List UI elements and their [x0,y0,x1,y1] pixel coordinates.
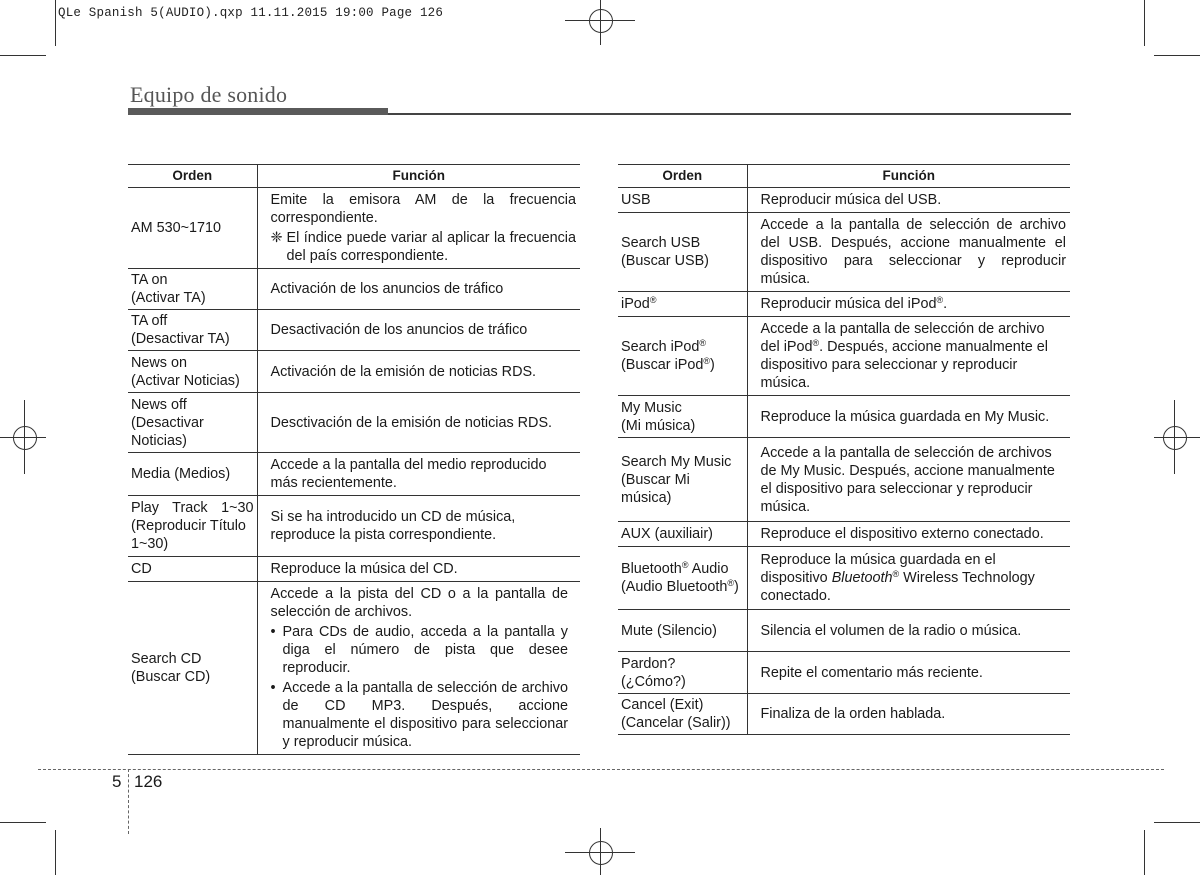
command-text: Search USB [621,235,701,251]
command-cell [128,310,257,351]
note-asterisk-icon: ❈ [270,230,283,246]
table-row [128,496,580,557]
function-cell: Accede a la pantalla del medio reproducido más recientemente. [257,453,580,496]
function-cell: Activación de la emisión de noticias RDS. [257,351,580,393]
right-command-table [618,164,1070,735]
command-text [621,295,744,313]
command-translation: (¿Cómo?) [621,673,686,690]
table-row [618,522,1070,547]
function-text: Wireless Technology conectado. [760,570,1035,604]
table-row [618,694,1070,735]
function-text: Reproducir música del iPod [760,296,937,312]
registration-mark-icon [13,426,37,450]
function-cell [747,547,1070,610]
table-header-row [128,165,580,188]
command-translation: (Reproducir Título [131,518,246,534]
note [271,229,577,265]
registered-mark: ® [703,356,711,366]
function-cell: Reproduce el dispositivo externo conectado. [747,522,1070,547]
registered-mark: ® [681,560,689,570]
function-cell: Desctivación de la emisión de noticias RDS. [257,393,580,453]
table-row [618,188,1070,213]
registration-mark-icon [589,841,613,865]
function-text: . Después, accione manualmente el dispositivo para seleccionar y reproducir música. [760,339,1048,391]
registration-line [600,828,601,875]
table-row [618,547,1070,610]
print-slug: QLe Spanish 5(AUDIO).qxp 11.11.2015 19:00 Page 126 [58,6,444,20]
command-cell [618,213,747,292]
function-cell: Repite el comentario más reciente. [747,652,1070,694]
bullet-icon: • [270,680,276,696]
footer-divider [128,769,129,834]
function-cell: Reproducir música del USB. [747,188,1070,213]
registration-line [0,437,46,438]
bullet-list [271,623,569,751]
function-cell [257,188,580,269]
registration-line [24,400,25,474]
command-cell [618,694,747,735]
crop-mark [1154,55,1200,56]
command-cell [128,188,257,269]
command-text: Mute (Silencio) [621,622,717,639]
command-text: TA off [131,313,168,329]
command-text: Cancel (Exit) [621,697,704,713]
command-text: Search My Music [621,453,732,470]
table-row [128,269,580,310]
function-cell: Finaliza de la orden hablada. [747,694,1070,735]
registered-mark: ® [727,578,735,588]
command-text: TA on [131,272,168,288]
command-translation: (Activar TA) [131,290,206,306]
header-funcion: Función [257,165,580,188]
command-name: Audio [688,561,729,577]
function-cell [747,317,1070,396]
function-cell [257,582,580,755]
command-translation-text: ) [734,579,739,595]
table-header-row [618,165,1070,188]
function-cell: Reproduce la música guardada en My Music. [747,396,1070,438]
command-translation [621,578,744,596]
command-translation [621,356,744,374]
list-item [271,679,569,751]
command-name: Search iPod [621,339,700,355]
registered-mark: ® [936,295,944,305]
command-translation: 1~30) [131,536,169,552]
command-text: Pardon? [621,655,676,672]
command-text: News on [131,354,187,371]
crop-mark [0,822,46,823]
function-text: Reproduce la música guardada en el dispositivo [760,552,996,586]
command-translation: (Desactivar TA) [131,331,230,347]
command-cell [128,557,257,582]
table-row [618,438,1070,522]
command-text [621,560,744,578]
header-funcion: Función [747,165,1070,188]
command-text: Media (Medios) [131,466,231,482]
command-cell [128,496,257,557]
command-translation: (Mi música) [621,417,696,434]
crop-mark [1144,0,1145,46]
command-text: AUX (auxiliair) [621,526,713,542]
command-text: AM 530~1710 [131,220,222,236]
command-translation: música) [621,489,672,506]
command-cell [618,438,747,522]
function-text: Emite la emisora AM de la frecuencia correspondiente. [270,192,576,226]
registration-line [1154,437,1200,438]
command-translation: (Activar Noticias) [131,372,240,389]
command-cell [618,522,747,547]
registered-mark: ® [699,338,707,348]
function-text: . [943,296,948,312]
registered-mark: ® [812,338,820,348]
crop-mark [0,55,46,56]
command-translation: (Buscar CD) [131,669,211,685]
command-cell [128,269,257,310]
function-cell: Silencia el volumen de la radio o música. [747,610,1070,652]
crop-mark [55,0,56,46]
command-text: USB [621,192,651,208]
function-cell: Activación de los anuncios de tráfico [257,269,580,310]
command-cell [618,188,747,213]
command-text: Play Track 1~30 [131,500,254,516]
function-cell [747,292,1070,317]
command-text [621,338,744,356]
function-text: Accede a la pantalla de selección de archivo del iPod [760,321,1045,355]
command-cell [618,652,747,694]
table-row [128,351,580,393]
table-row [618,292,1070,317]
command-translation: Noticias) [131,432,187,449]
crop-mark [55,830,56,875]
registration-line [1174,400,1175,474]
command-translation-text: (Audio Bluetooth [621,579,728,595]
registration-mark-icon [1163,426,1187,450]
command-translation: (Buscar Mi [621,471,690,488]
crop-mark [1154,822,1200,823]
page-number: 126 [134,772,163,791]
command-text: Search CD [131,651,202,667]
table-row [128,310,580,351]
table-row [618,213,1070,292]
table-row [128,188,580,269]
command-name: iPod [621,296,650,312]
command-cell [618,292,747,317]
function-cell: Accede a la pantalla de selección de archivos de My Music. Después, accione manualmente el dispositivo para seleccionar y reproducir música. [747,438,1070,522]
function-cell: Desactivación de los anuncios de tráfico [257,310,580,351]
function-cell: Si se ha introducido un CD de música, reproduce la pista correspondiente. [257,496,580,557]
command-cell [618,396,747,438]
bullet-text: Para CDs de audio, acceda a la pantalla y diga el número de pista que desee reproducir. [282,624,568,676]
command-text: CD [131,561,152,577]
left-command-table [128,164,580,755]
command-translation: (Buscar USB) [621,253,709,269]
section-title: Equipo de sonido [130,82,288,107]
chapter-number: 5 [112,772,122,791]
command-text: News off [131,396,187,413]
function-text-italic: Bluetooth [831,570,893,586]
registration-line [600,0,601,45]
command-cell [618,317,747,396]
list-item [271,623,569,677]
function-cell: Reproduce la música del CD. [257,557,580,582]
command-cell [128,393,257,453]
bullet-text: Accede a la pantalla de selección de archivo de CD MP3. Después, accione manualmente el dispositivo para seleccionar y reproducir música. [282,680,568,750]
command-cell [128,453,257,496]
command-translation-text: ) [710,357,715,373]
table-row [128,582,580,755]
footer-rule [38,769,1164,770]
command-name: Bluetooth [621,561,682,577]
command-cell [128,351,257,393]
registered-mark: ® [892,569,900,579]
header-orden: Orden [618,165,747,188]
note-text: El índice puede variar al aplicar la frecuencia del país correspondiente. [286,230,576,264]
crop-mark [1144,830,1145,875]
table-row [618,317,1070,396]
table-row [128,453,580,496]
header-orden: Orden [128,165,257,188]
bullet-icon: • [270,624,276,640]
command-translation-text: (Buscar iPod [621,357,704,373]
command-text: My Music [621,399,682,416]
table-row [618,396,1070,438]
command-cell [618,610,747,652]
title-bar [128,108,388,115]
function-text: Accede a la pista del CD o a la pantalla de selección de archivos. [270,586,568,620]
table-row [128,393,580,453]
registration-mark-icon [589,9,613,33]
command-cell [618,547,747,610]
registered-mark: ® [649,295,657,305]
table-row [618,610,1070,652]
table-row [618,652,1070,694]
table-row [128,557,580,582]
function-cell: Accede a la pantalla de selección de archivo del USB. Después, accione manualmente el dispositivo para seleccionar y reproducir música. [747,213,1070,292]
command-translation: (Desactivar [131,414,204,431]
title-rule [388,113,1071,115]
command-cell [128,582,257,755]
command-translation: (Cancelar (Salir)) [621,715,731,731]
